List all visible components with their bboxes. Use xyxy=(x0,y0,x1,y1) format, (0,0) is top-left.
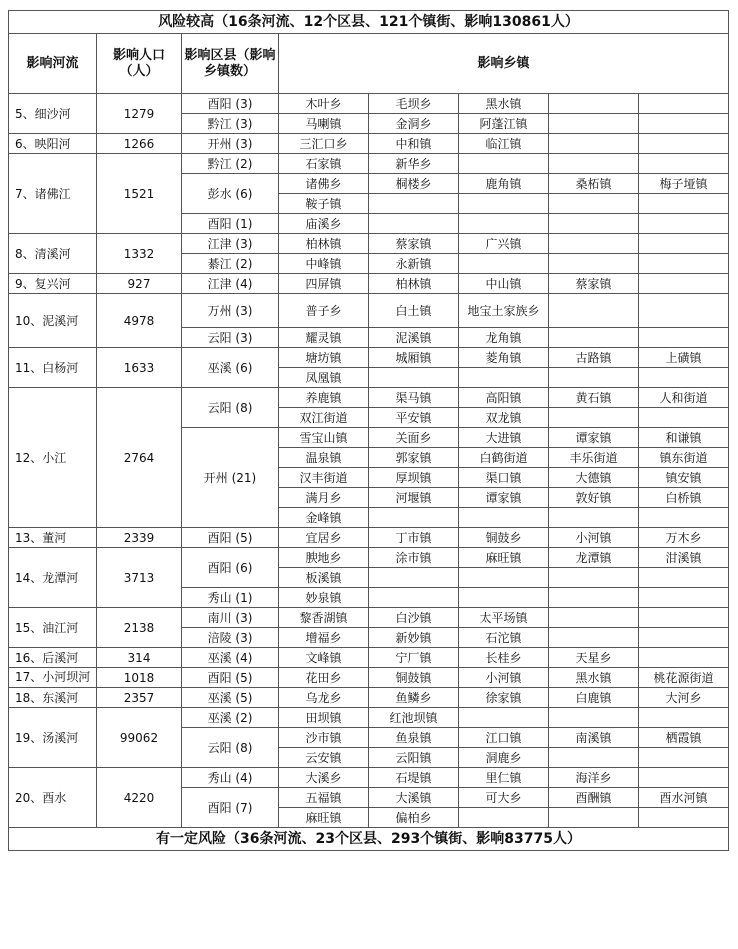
town-cell xyxy=(639,508,729,528)
town-cell: 天星乡 xyxy=(549,648,639,668)
town-cell xyxy=(549,114,639,134)
district-cell: 云阳 (3) xyxy=(182,328,279,348)
population-cell: 3713 xyxy=(97,548,182,608)
town-cell: 双江街道 xyxy=(279,408,369,428)
river-name-cell: 20、酉水 xyxy=(9,768,97,828)
town-cell: 鹿角镇 xyxy=(459,174,549,194)
table-row xyxy=(9,648,729,668)
town-cell: 庙溪乡 xyxy=(279,214,369,234)
population-cell: 1018 xyxy=(97,668,182,688)
town-cell: 石家镇 xyxy=(279,154,369,174)
river-name-cell: 10、泥溪河 xyxy=(9,294,97,348)
district-cell: 彭水 (6) xyxy=(182,174,279,214)
town-cell: 徐家镇 xyxy=(459,688,549,708)
town-cell xyxy=(639,94,729,114)
town-cell: 南溪镇 xyxy=(549,728,639,748)
town-cell: 梅子垭镇 xyxy=(639,174,729,194)
town-cell: 铜鼓镇 xyxy=(369,668,459,688)
town-cell: 田坝镇 xyxy=(279,708,369,728)
town-cell: 柏林镇 xyxy=(369,274,459,294)
town-cell: 乌龙乡 xyxy=(279,688,369,708)
town-cell: 大德镇 xyxy=(549,468,639,488)
town-cell: 渠马镇 xyxy=(369,388,459,408)
district-cell: 巫溪 (4) xyxy=(182,648,279,668)
river-name-cell: 5、细沙河 xyxy=(9,94,97,134)
town-cell xyxy=(639,748,729,768)
table-row xyxy=(9,294,729,328)
town-cell: 古路镇 xyxy=(549,348,639,368)
town-cell: 临江镇 xyxy=(459,134,549,154)
river-name-cell: 15、油江河 xyxy=(9,608,97,648)
town-cell: 厚坝镇 xyxy=(369,468,459,488)
town-cell: 黑水镇 xyxy=(549,668,639,688)
town-cell: 宁厂镇 xyxy=(369,648,459,668)
town-cell xyxy=(639,408,729,428)
town-cell: 海洋乡 xyxy=(549,768,639,788)
town-cell xyxy=(549,154,639,174)
district-cell: 江津 (4) xyxy=(182,274,279,294)
town-cell: 和谦镇 xyxy=(639,428,729,448)
col-header-population: 影响人口（人） xyxy=(97,34,182,94)
town-cell: 白鹤街道 xyxy=(459,448,549,468)
town-cell xyxy=(639,154,729,174)
table-body xyxy=(9,94,729,828)
town-cell xyxy=(549,508,639,528)
town-cell: 镇安镇 xyxy=(639,468,729,488)
table-row xyxy=(9,234,729,254)
town-cell xyxy=(549,748,639,768)
town-cell: 耀灵镇 xyxy=(279,328,369,348)
town-cell: 中和镇 xyxy=(369,134,459,154)
district-cell: 黔江 (2) xyxy=(182,154,279,174)
town-cell: 麻旺镇 xyxy=(279,808,369,828)
town-cell: 黎香湖镇 xyxy=(279,608,369,628)
population-cell: 927 xyxy=(97,274,182,294)
town-cell xyxy=(549,568,639,588)
col-header-district: 影响区县（影响乡镇数） xyxy=(182,34,279,94)
river-name-cell: 7、诸佛江 xyxy=(9,154,97,234)
town-cell: 铜鼓乡 xyxy=(459,528,549,548)
district-cell: 万州 (3) xyxy=(182,294,279,328)
town-cell xyxy=(369,588,459,608)
town-cell: 中峰镇 xyxy=(279,254,369,274)
town-cell xyxy=(459,194,549,214)
town-cell xyxy=(639,214,729,234)
town-cell xyxy=(459,214,549,234)
town-cell: 石堤镇 xyxy=(369,768,459,788)
town-cell xyxy=(639,628,729,648)
town-cell xyxy=(459,568,549,588)
district-cell: 南川 (3) xyxy=(182,608,279,628)
town-cell: 雪宝山镇 xyxy=(279,428,369,448)
town-cell: 桐楼乡 xyxy=(369,174,459,194)
town-cell: 黑水镇 xyxy=(459,94,549,114)
town-cell xyxy=(369,368,459,388)
town-cell: 养鹿镇 xyxy=(279,388,369,408)
river-name-cell: 17、小河坝河 xyxy=(9,668,97,688)
town-cell: 云安镇 xyxy=(279,748,369,768)
table-row xyxy=(9,708,729,728)
district-cell: 江津 (3) xyxy=(182,234,279,254)
town-cell xyxy=(639,708,729,728)
town-cell: 酉酬镇 xyxy=(549,788,639,808)
table-row xyxy=(9,94,729,114)
town-cell: 小河镇 xyxy=(549,528,639,548)
river-name-cell: 6、映阳河 xyxy=(9,134,97,154)
town-cell xyxy=(549,628,639,648)
town-cell xyxy=(639,274,729,294)
town-cell xyxy=(549,408,639,428)
table-row xyxy=(9,768,729,788)
town-cell xyxy=(549,94,639,114)
district-cell: 开州 (21) xyxy=(182,428,279,528)
town-cell: 黄石镇 xyxy=(549,388,639,408)
table-row xyxy=(9,274,729,294)
town-cell xyxy=(639,134,729,154)
district-cell: 巫溪 (6) xyxy=(182,348,279,388)
river-name-cell: 8、清溪河 xyxy=(9,234,97,274)
town-cell: 谭家镇 xyxy=(549,428,639,448)
population-cell: 314 xyxy=(97,648,182,668)
town-cell xyxy=(549,294,639,328)
town-cell xyxy=(459,254,549,274)
town-cell: 马喇镇 xyxy=(279,114,369,134)
town-cell: 丁市镇 xyxy=(369,528,459,548)
river-name-cell: 18、东溪河 xyxy=(9,688,97,708)
town-cell: 城厢镇 xyxy=(369,348,459,368)
town-cell: 汉丰街道 xyxy=(279,468,369,488)
town-cell: 腴地乡 xyxy=(279,548,369,568)
river-name-cell: 11、白杨河 xyxy=(9,348,97,388)
town-cell xyxy=(639,768,729,788)
town-cell: 凤凰镇 xyxy=(279,368,369,388)
town-cell: 金峰镇 xyxy=(279,508,369,528)
table-row xyxy=(9,688,729,708)
river-name-cell: 14、龙潭河 xyxy=(9,548,97,608)
town-cell: 江口镇 xyxy=(459,728,549,748)
town-cell: 新华乡 xyxy=(369,154,459,174)
population-cell: 2764 xyxy=(97,388,182,528)
town-cell xyxy=(369,568,459,588)
town-cell: 栖霞镇 xyxy=(639,728,729,748)
town-cell xyxy=(639,588,729,608)
town-cell xyxy=(639,808,729,828)
town-cell: 泥溪镇 xyxy=(369,328,459,348)
town-cell: 河堰镇 xyxy=(369,488,459,508)
town-cell xyxy=(369,214,459,234)
town-cell: 红池坝镇 xyxy=(369,708,459,728)
town-cell: 龙角镇 xyxy=(459,328,549,348)
town-cell xyxy=(459,588,549,608)
town-cell: 谭家镇 xyxy=(459,488,549,508)
district-cell: 巫溪 (5) xyxy=(182,688,279,708)
town-cell xyxy=(549,708,639,728)
town-cell: 丰乐街道 xyxy=(549,448,639,468)
town-cell: 蔡家镇 xyxy=(549,274,639,294)
town-cell: 永新镇 xyxy=(369,254,459,274)
town-cell: 石沱镇 xyxy=(459,628,549,648)
town-cell xyxy=(549,588,639,608)
town-cell: 满月乡 xyxy=(279,488,369,508)
river-name-cell: 16、后溪河 xyxy=(9,648,97,668)
town-cell: 花田乡 xyxy=(279,668,369,688)
population-cell: 1266 xyxy=(97,134,182,154)
population-cell: 1521 xyxy=(97,154,182,234)
town-cell: 白沙镇 xyxy=(369,608,459,628)
population-cell: 4978 xyxy=(97,294,182,348)
town-cell: 镇东街道 xyxy=(639,448,729,468)
district-cell: 云阳 (8) xyxy=(182,728,279,768)
district-cell: 开州 (3) xyxy=(182,134,279,154)
town-cell: 云阳镇 xyxy=(369,748,459,768)
town-cell xyxy=(459,154,549,174)
town-cell: 敦好镇 xyxy=(549,488,639,508)
town-cell xyxy=(369,194,459,214)
town-cell: 渠口镇 xyxy=(459,468,549,488)
town-cell: 里仁镇 xyxy=(459,768,549,788)
town-cell: 妙泉镇 xyxy=(279,588,369,608)
district-cell: 秀山 (1) xyxy=(182,588,279,608)
population-cell: 4220 xyxy=(97,768,182,828)
town-cell: 平安镇 xyxy=(369,408,459,428)
river-name-cell: 13、董河 xyxy=(9,528,97,548)
district-cell: 綦江 (2) xyxy=(182,254,279,274)
town-cell: 阿蓬江镇 xyxy=(459,114,549,134)
town-cell: 关面乡 xyxy=(369,428,459,448)
town-cell xyxy=(639,254,729,274)
town-cell: 涂市镇 xyxy=(369,548,459,568)
town-cell: 酉水河镇 xyxy=(639,788,729,808)
town-cell: 鞍子镇 xyxy=(279,194,369,214)
risk-table-sheet xyxy=(8,10,728,851)
town-cell: 宜居乡 xyxy=(279,528,369,548)
town-cell: 大河乡 xyxy=(639,688,729,708)
population-cell: 2339 xyxy=(97,528,182,548)
town-cell xyxy=(549,608,639,628)
district-cell: 巫溪 (2) xyxy=(182,708,279,728)
town-cell: 桑柘镇 xyxy=(549,174,639,194)
population-cell: 1633 xyxy=(97,348,182,388)
town-cell xyxy=(639,114,729,134)
town-cell: 柏林镇 xyxy=(279,234,369,254)
river-name-cell: 9、复兴河 xyxy=(9,274,97,294)
district-cell: 秀山 (4) xyxy=(182,768,279,788)
town-cell: 金洞乡 xyxy=(369,114,459,134)
town-cell: 可大乡 xyxy=(459,788,549,808)
town-cell: 增福乡 xyxy=(279,628,369,648)
town-cell xyxy=(549,234,639,254)
district-cell: 黔江 (3) xyxy=(182,114,279,134)
table-row xyxy=(9,668,729,688)
town-cell: 中山镇 xyxy=(459,274,549,294)
town-cell: 龙潭镇 xyxy=(549,548,639,568)
town-cell: 大进镇 xyxy=(459,428,549,448)
district-cell: 酉阳 (7) xyxy=(182,788,279,828)
town-cell xyxy=(639,194,729,214)
town-cell: 万木乡 xyxy=(639,528,729,548)
town-cell: 麻旺镇 xyxy=(459,548,549,568)
district-cell: 涪陵 (3) xyxy=(182,628,279,648)
town-cell xyxy=(459,808,549,828)
town-cell: 菱角镇 xyxy=(459,348,549,368)
population-cell: 1332 xyxy=(97,234,182,274)
population-cell: 1279 xyxy=(97,94,182,134)
town-cell: 三汇口乡 xyxy=(279,134,369,154)
town-cell: 白桥镇 xyxy=(639,488,729,508)
town-cell: 毛坝乡 xyxy=(369,94,459,114)
town-cell: 蔡家镇 xyxy=(369,234,459,254)
town-cell: 温泉镇 xyxy=(279,448,369,468)
district-cell: 酉阳 (5) xyxy=(182,668,279,688)
river-name-cell: 12、小江 xyxy=(9,388,97,528)
high-risk-banner: 风险较高（16条河流、12个区县、121个镇街、影响130861人） xyxy=(9,11,729,34)
town-cell xyxy=(639,234,729,254)
table-row xyxy=(9,388,729,408)
town-cell: 新妙镇 xyxy=(369,628,459,648)
table-row xyxy=(9,134,729,154)
table-row xyxy=(9,348,729,368)
town-cell: 普子乡 xyxy=(279,294,369,328)
town-cell xyxy=(639,608,729,628)
district-cell: 酉阳 (5) xyxy=(182,528,279,548)
table-row xyxy=(9,528,729,548)
town-cell: 太平场镇 xyxy=(459,608,549,628)
river-risk-table xyxy=(8,10,729,851)
town-cell xyxy=(639,368,729,388)
table-row xyxy=(9,548,729,568)
town-cell xyxy=(549,214,639,234)
town-cell xyxy=(549,808,639,828)
table-row xyxy=(9,608,729,628)
town-cell xyxy=(369,508,459,528)
town-cell: 四屏镇 xyxy=(279,274,369,294)
town-cell: 上磺镇 xyxy=(639,348,729,368)
population-cell: 99062 xyxy=(97,708,182,768)
town-cell: 诸佛乡 xyxy=(279,174,369,194)
town-cell: 人和街道 xyxy=(639,388,729,408)
town-cell: 郭家镇 xyxy=(369,448,459,468)
district-cell: 云阳 (8) xyxy=(182,388,279,428)
town-cell xyxy=(549,134,639,154)
table-row xyxy=(9,154,729,174)
town-cell: 洞鹿乡 xyxy=(459,748,549,768)
col-header-river: 影响河流 xyxy=(9,34,97,94)
town-cell xyxy=(459,508,549,528)
town-cell: 偏柏乡 xyxy=(369,808,459,828)
river-name-cell: 19、汤溪河 xyxy=(9,708,97,768)
town-cell: 木叶乡 xyxy=(279,94,369,114)
town-cell xyxy=(639,648,729,668)
town-cell: 双龙镇 xyxy=(459,408,549,428)
town-cell: 塘坊镇 xyxy=(279,348,369,368)
town-cell: 泔溪镇 xyxy=(639,548,729,568)
town-cell xyxy=(459,368,549,388)
district-cell: 酉阳 (3) xyxy=(182,94,279,114)
town-cell xyxy=(549,328,639,348)
town-cell xyxy=(459,708,549,728)
town-cell: 地宝土家族乡 xyxy=(459,294,549,328)
town-cell: 沙市镇 xyxy=(279,728,369,748)
town-cell: 大溪乡 xyxy=(279,768,369,788)
town-cell: 鱼泉镇 xyxy=(369,728,459,748)
town-cell: 高阳镇 xyxy=(459,388,549,408)
moderate-risk-banner: 有一定风险（36条河流、23个区县、293个镇街、影响83775人） xyxy=(9,828,729,851)
town-cell: 白鹿镇 xyxy=(549,688,639,708)
town-cell xyxy=(639,294,729,328)
town-cell xyxy=(549,254,639,274)
town-cell: 广兴镇 xyxy=(459,234,549,254)
town-cell: 桃花源街道 xyxy=(639,668,729,688)
population-cell: 2357 xyxy=(97,688,182,708)
town-cell: 文峰镇 xyxy=(279,648,369,668)
town-cell: 小河镇 xyxy=(459,668,549,688)
town-cell: 五福镇 xyxy=(279,788,369,808)
district-cell: 酉阳 (6) xyxy=(182,548,279,588)
town-cell xyxy=(549,368,639,388)
population-cell: 2138 xyxy=(97,608,182,648)
town-cell: 大溪镇 xyxy=(369,788,459,808)
town-cell: 白土镇 xyxy=(369,294,459,328)
town-cell: 长桂乡 xyxy=(459,648,549,668)
town-cell xyxy=(639,568,729,588)
town-cell xyxy=(639,328,729,348)
town-cell: 鱼鳞乡 xyxy=(369,688,459,708)
town-cell xyxy=(549,194,639,214)
col-header-towns: 影响乡镇 xyxy=(279,34,729,94)
district-cell: 酉阳 (1) xyxy=(182,214,279,234)
town-cell: 板溪镇 xyxy=(279,568,369,588)
